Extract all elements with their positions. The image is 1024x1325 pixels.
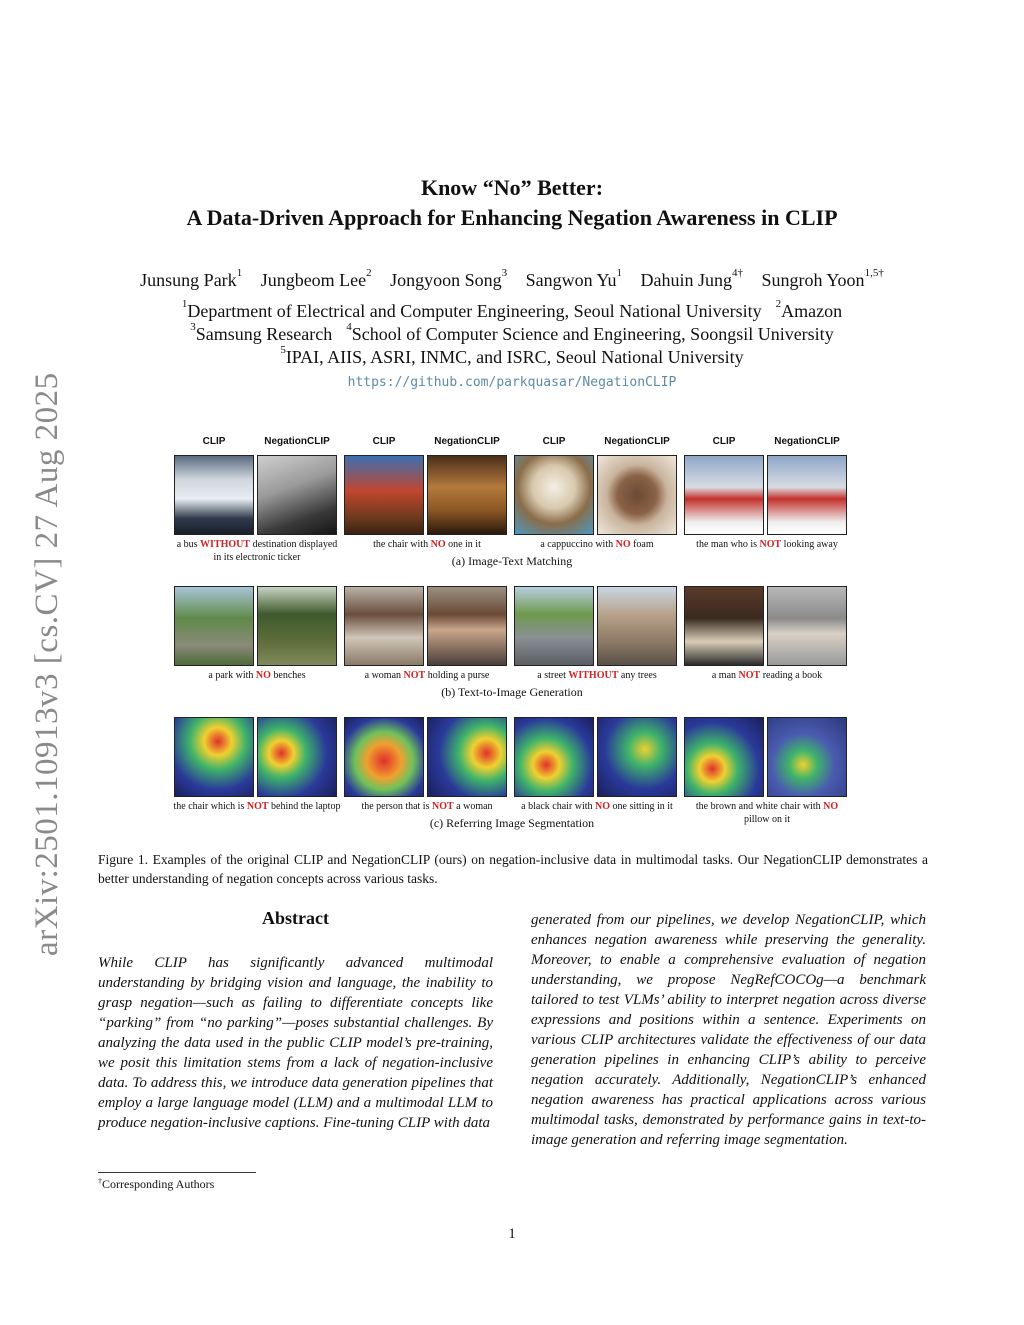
skier-photo <box>684 455 764 535</box>
author: Dahuin Jung$^{4\dagger}$ <box>640 267 744 290</box>
bus-photo <box>174 455 254 535</box>
column-head: CLIP <box>542 436 566 447</box>
affiliation-line: $^3$Samsung Research $^4$School of Computer Science and Engineering, Soongsil University <box>190 321 834 344</box>
abstract-heading: Abstract <box>262 908 329 928</box>
figure-caption-item: a woman NOT holding a purse <box>364 670 490 681</box>
author-list <box>0 267 1024 291</box>
column-head: NegationCLIP <box>434 436 500 447</box>
street-photo <box>597 586 677 666</box>
cappuccino-photo <box>514 455 594 535</box>
street-photo <box>514 586 594 666</box>
page-number: 1 <box>508 1226 516 1242</box>
figure-caption-item: a man NOT reading a book <box>711 670 823 681</box>
column-head: CLIP <box>202 436 226 447</box>
figure-caption-item: the man who is NOT looking away <box>696 539 838 550</box>
author: Junsung Park$^1$ <box>140 267 243 290</box>
author: Jongyoon Song$^3$ <box>390 267 508 290</box>
figure-caption-item: a park with NO benches <box>208 670 306 681</box>
segmentation-heatmap <box>597 717 677 797</box>
subfigure-label: (c) Referring Image Segmentation <box>429 816 595 830</box>
empty-chair-photo <box>427 455 507 535</box>
woman-photo <box>427 586 507 666</box>
column-head: CLIP <box>712 436 736 447</box>
man-reading-photo <box>684 586 764 666</box>
segmentation-heatmap <box>514 717 594 797</box>
skier-photo <box>767 455 847 535</box>
chair-with-person-photo <box>344 455 424 535</box>
figure-caption-item: a street WITHOUT any trees <box>537 670 657 681</box>
figure-caption-item: the person that is NOT a woman <box>361 801 493 812</box>
figure-caption: Figure 1. Examples of the original CLIP and NegationCLIP (ours) on negation-inclusive data in multimodal tasks. Our NegationCLIP demonstrates a better understanding of negation concepts across various tasks. <box>98 852 928 886</box>
author: Sungroh Yoon$^{1,5\dagger}$ <box>761 267 884 290</box>
arxiv-stamp: arXiv:2501.10913v3 [cs.CV] 27 Aug 2025 <box>29 372 65 956</box>
segmentation-heatmap <box>427 717 507 797</box>
figure-caption-item: a black chair with NO one sitting in it <box>521 801 673 812</box>
author: Jungbeom Lee$^2$ <box>260 267 372 290</box>
figure-caption-item: the chair which is NOT behind the laptop <box>173 801 341 812</box>
woman-photo <box>344 586 424 666</box>
affiliation-line: $^1$Department of Electrical and Computer Engineering, Seoul National University $^2$Amazon <box>181 298 843 321</box>
abstract-text-left: While CLIP has significantly advanced multimodal understanding by bridging vision and language, the inability to grasp negation—such as failing to differentiate concepts like “parking” from “no parking”—poses substantial challenges. By analyzing the data used in the public CLIP model’s pre-training, we posit this limitation stems from a lack of negation-inclusive data. To address this, we introduce data generation pipelines that employ a large language model (LLM) and a multimodal LLM to produce negation-inclusive captions. Fine-tuning CLIP with data <box>98 955 493 1131</box>
bus-photo <box>257 455 337 535</box>
figure-caption-item: a bus WITHOUT destination displayed in its electronic ticker <box>176 539 338 563</box>
segmentation-heatmap <box>174 717 254 797</box>
segmentation-heatmap <box>767 717 847 797</box>
segmentation-heatmap <box>344 717 424 797</box>
column-head: CLIP <box>372 436 396 447</box>
man-photo <box>767 586 847 666</box>
figure-caption-item: a cappuccino with NO foam <box>540 539 654 550</box>
abstract-text-right: generated from our pipelines, we develop NegationCLIP, which enhances negation awareness while preserving the generality. Moreover, to enable a comprehensive evaluation of negation understanding, we propose NegRefCOCOg—a benchmark tailored to test VLMs’ ability to interpret negation across diverse expressions and positions within a sentence. Experiments on various CLIP architectures validate the effectiveness of our data generation pipelines in enhancing CLIP’s ability to perceive negation accurately. Additionally, NegationCLIP’s enhanced negation awareness has practical applications across various multimodal tasks, demonstrated by performance gains in text-to-image generation and referring image segmentation. <box>531 912 926 1148</box>
subfigure-label: (a) Image-Text Matching <box>451 554 573 568</box>
column-head: NegationCLIP <box>604 436 670 447</box>
park-photo <box>174 586 254 666</box>
figure-caption-item: the brown and white chair with NO pillow on it <box>695 801 839 825</box>
repository-link[interactable]: https://github.com/parkquasar/NegationCLIP <box>347 375 677 390</box>
column-head: NegationCLIP <box>774 436 840 447</box>
paper-title-line1: Know “No” Better: <box>420 175 604 200</box>
footnote-rule <box>98 1172 256 1173</box>
segmentation-heatmap <box>257 717 337 797</box>
author: Sangwon Yu$^1$ <box>525 267 623 290</box>
affiliation-line: $^5$IPAI, AIIS, ASRI, INMC, and ISRC, Seoul National University <box>280 344 744 367</box>
footnote: †Corresponding Authors <box>98 1177 215 1191</box>
coffee-cup-photo <box>597 455 677 535</box>
subfigure-label: (b) Text-to-Image Generation <box>441 685 583 699</box>
paper-title-line2: A Data-Driven Approach for Enhancing Negation Awareness in CLIP <box>186 205 838 230</box>
segmentation-heatmap <box>684 717 764 797</box>
column-head: NegationCLIP <box>264 436 330 447</box>
park-photo <box>257 586 337 666</box>
figure-caption-item: the chair with NO one in it <box>373 539 481 550</box>
